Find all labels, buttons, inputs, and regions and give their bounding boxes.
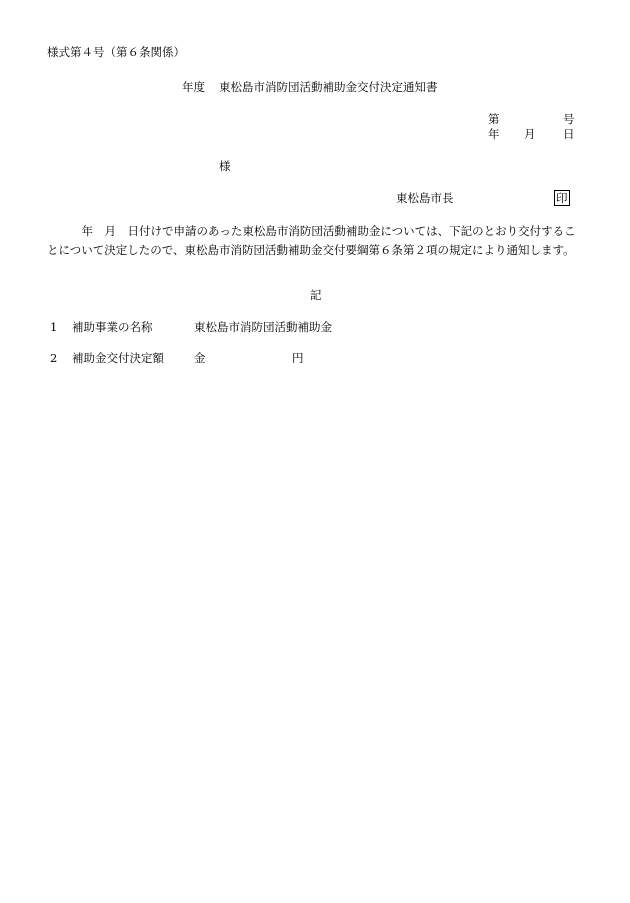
seal-mark: 印 [556, 191, 568, 205]
item-value: 東松島市消防団活動補助金 [194, 320, 332, 334]
item-unit: 円 [292, 351, 304, 365]
ki-heading: 記 [310, 288, 322, 302]
item-label: 補助事業の名称 [72, 320, 153, 334]
addressee-suffix: 様 [219, 159, 231, 173]
item-number: 2 [50, 351, 58, 365]
item-value: 金 [194, 351, 206, 365]
doc-number-suffix: 号 [563, 112, 575, 126]
body-paragraph: 年 月 日付けで申請のあった東松島市消防団活動補助金については、下記のとおり交付することについて決定したので、東松島市消防団活動補助金交付要綱第６条第２項の規定により通知します。 [47, 224, 576, 257]
form-label: 様式第４号（第６条関係） [47, 45, 185, 59]
date-day-label: 日 [563, 127, 575, 141]
item-number: 1 [50, 320, 58, 334]
date-month-label: 月 [524, 127, 536, 141]
title-year-suffix: 年度 [182, 80, 205, 94]
date-year-label: 年 [488, 127, 500, 141]
document-title: 東松島市消防団活動補助金交付決定通知書 [219, 80, 438, 94]
doc-number-prefix: 第 [488, 112, 500, 126]
issuer-seal [554, 190, 570, 206]
issuer-name: 東松島市長 [396, 191, 454, 205]
item-label: 補助金交付決定額 [72, 351, 164, 365]
